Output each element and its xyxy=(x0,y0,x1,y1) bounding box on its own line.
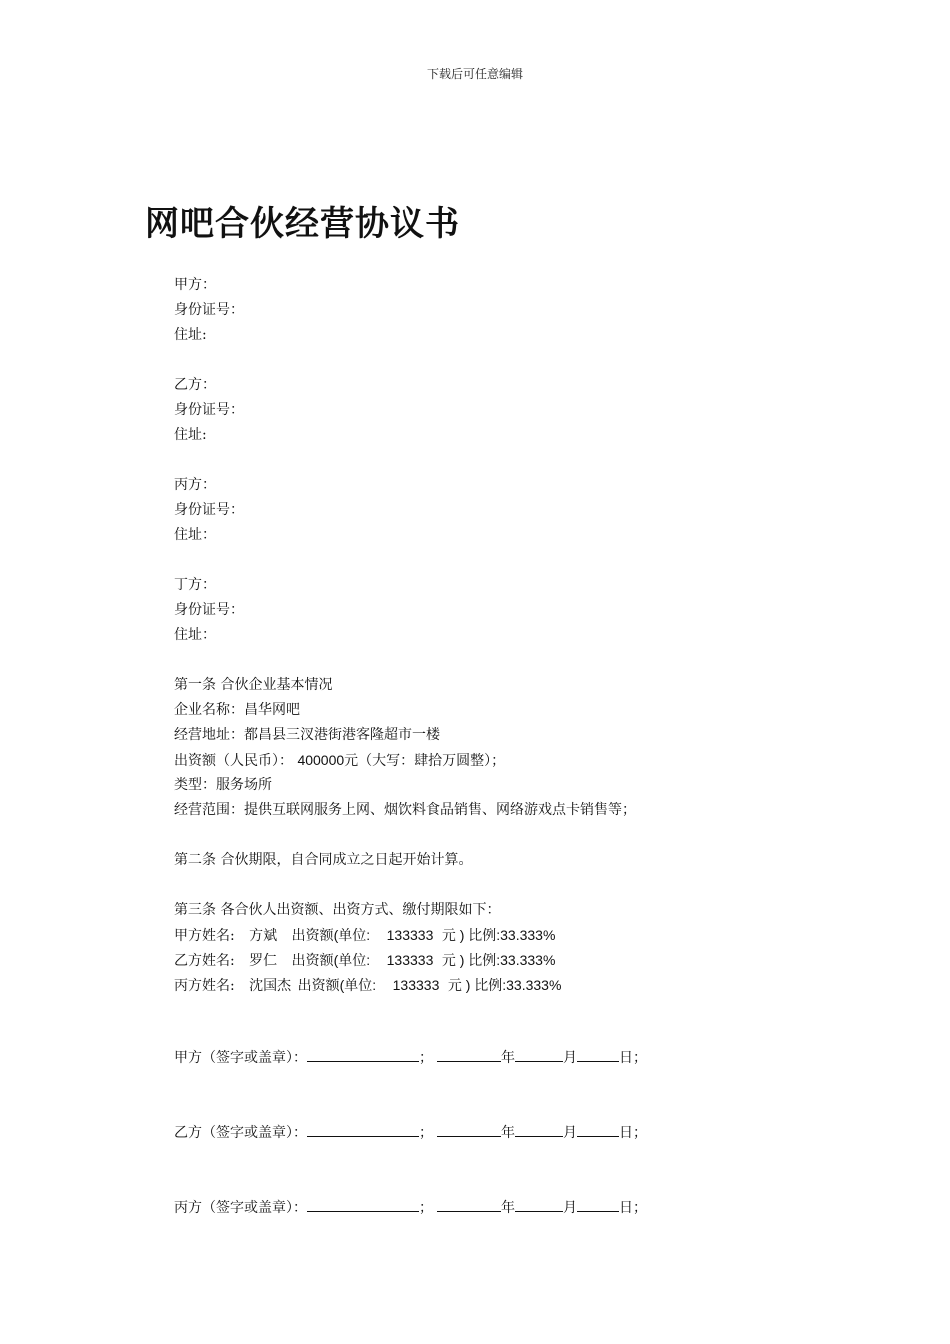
party-d-label: 丁方： xyxy=(174,577,216,593)
party-a-id: 身份证号： xyxy=(174,302,244,318)
business-scope: 经营范围：提供互联网服务上网、烟饮料食品销售、网络游戏点卡销售等； xyxy=(174,802,636,818)
partner-label: 乙方姓名: xyxy=(174,953,235,969)
partner-ratio: 元 ) 比例:33.333% xyxy=(447,977,562,993)
header-note: 下载后可任意编辑 xyxy=(426,67,523,81)
article-3-heading: 第三条 各合伙人出资额、出资方式、缴付期限如下： xyxy=(174,902,501,918)
enterprise-type: 类型：服务场所 xyxy=(174,777,272,793)
signature-label: 丙方（签字或盖章）： xyxy=(174,1200,307,1216)
business-address: 经营地址：都昌县三汊港街港客隆超市一楼 xyxy=(174,727,440,743)
day-label: 日； xyxy=(619,1125,647,1141)
party-b-address: 住址: xyxy=(174,427,207,443)
capital-line xyxy=(174,748,894,773)
day-blank[interactable] xyxy=(577,1195,619,1212)
party-c-address: 住址： xyxy=(174,527,216,543)
partner-row xyxy=(174,923,894,948)
year-blank[interactable] xyxy=(437,1045,501,1062)
signature-line-c xyxy=(174,1195,647,1220)
article-2: 第二条 合伙期限，自合同成立之日起开始计算。 xyxy=(174,852,473,868)
capital-amount: 400000 xyxy=(297,752,345,768)
party-b-label: 乙方： xyxy=(174,377,216,393)
month-label: 月 xyxy=(563,1050,577,1066)
month-blank[interactable] xyxy=(515,1045,563,1062)
party-c-id: 身份证号： xyxy=(174,502,244,518)
enterprise-name: 企业名称：昌华网吧 xyxy=(174,702,300,718)
signature-line-b xyxy=(174,1120,647,1145)
signature-label: 乙方（签字或盖章）： xyxy=(174,1125,307,1141)
partner-name: 罗仁 xyxy=(249,953,278,969)
month-blank[interactable] xyxy=(515,1195,563,1212)
partner-ratio: 元 ) 比例:33.333% xyxy=(441,952,556,968)
signature-separator: ； xyxy=(419,1200,433,1216)
capital-suffix: 元（大写：肆拾万圆整）； xyxy=(344,753,506,769)
day-blank[interactable] xyxy=(577,1045,619,1062)
partner-contribution: 出资额(单位: xyxy=(291,952,371,968)
year-blank[interactable] xyxy=(437,1120,501,1137)
month-label: 月 xyxy=(563,1125,577,1141)
signature-label: 甲方（签字或盖章）： xyxy=(174,1050,307,1066)
signature-line-a xyxy=(174,1045,647,1070)
partner-name: 沈国杰 xyxy=(249,978,292,994)
partner-label: 丙方姓名: xyxy=(174,978,235,994)
partner-contribution: 出资额(单位: xyxy=(297,977,377,993)
year-label: 年 xyxy=(501,1050,515,1066)
day-label: 日； xyxy=(619,1050,647,1066)
year-label: 年 xyxy=(501,1125,515,1141)
party-a-label: 甲方： xyxy=(174,277,216,293)
partner-label: 甲方姓名: xyxy=(174,928,235,944)
partner-amount: 133333 xyxy=(392,977,440,993)
document-title: 网吧合伙经营协议书 xyxy=(145,204,460,244)
day-blank[interactable] xyxy=(577,1120,619,1137)
partner-row xyxy=(174,948,894,973)
year-blank[interactable] xyxy=(437,1195,501,1212)
signature-blank[interactable] xyxy=(307,1195,419,1212)
party-c-label: 丙方： xyxy=(174,477,216,493)
signature-separator: ； xyxy=(419,1050,433,1066)
year-label: 年 xyxy=(501,1200,515,1216)
article-1-heading: 第一条 合伙企业基本情况 xyxy=(174,677,333,693)
partner-ratio: 元 ) 比例:33.333% xyxy=(441,927,556,943)
partner-name: 方斌 xyxy=(249,928,278,944)
party-b-id: 身份证号： xyxy=(174,402,244,418)
capital-prefix: 出资额（人民币）： xyxy=(174,753,293,769)
party-d-address: 住址： xyxy=(174,627,216,643)
party-a-address: 住址: xyxy=(174,327,207,343)
signature-separator: ； xyxy=(419,1125,433,1141)
day-label: 日； xyxy=(619,1200,647,1216)
month-blank[interactable] xyxy=(515,1120,563,1137)
partner-amount: 133333 xyxy=(386,952,434,968)
partner-row xyxy=(174,973,894,998)
partner-amount: 133333 xyxy=(386,927,434,943)
month-label: 月 xyxy=(563,1200,577,1216)
signature-blank[interactable] xyxy=(307,1045,419,1062)
document-body xyxy=(174,273,894,998)
partner-contribution: 出资额(单位: xyxy=(291,927,371,943)
party-d-id: 身份证号： xyxy=(174,602,244,618)
signature-blank[interactable] xyxy=(307,1120,419,1137)
